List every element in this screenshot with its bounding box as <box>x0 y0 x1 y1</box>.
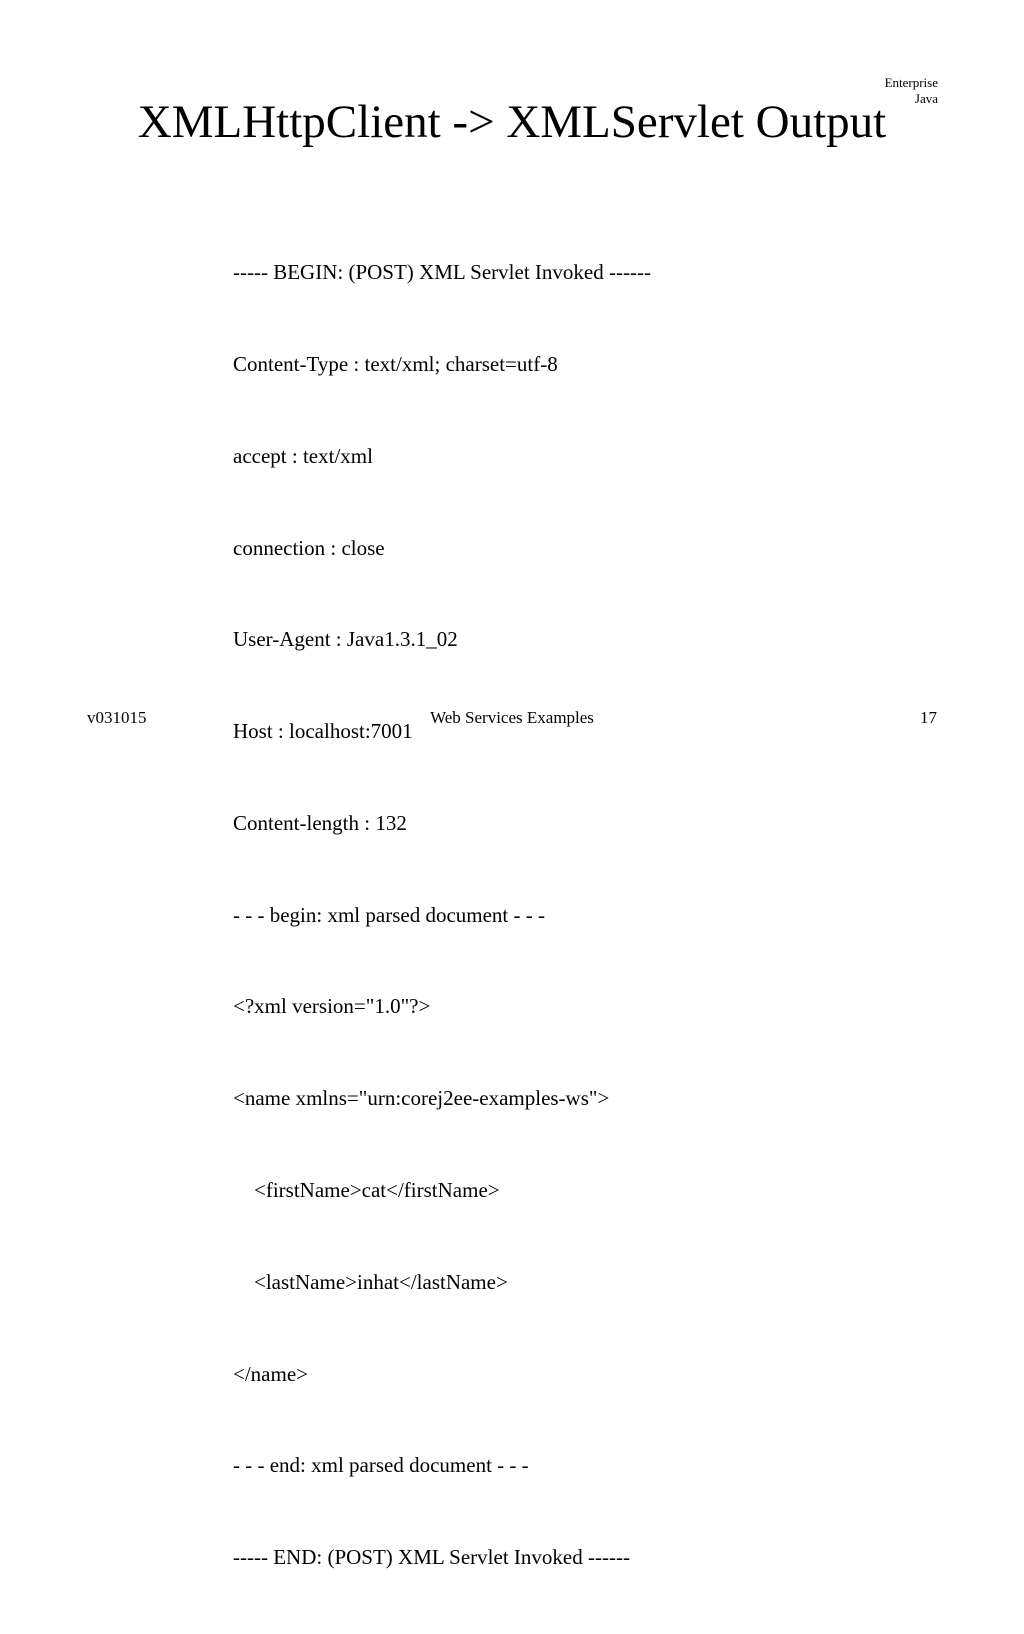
output-line: <name xmlns="urn:corej2ee-examples-ws"> <box>233 1086 610 1111</box>
footer-course-title: Web Services Examples <box>430 708 594 727</box>
servlet-output-listing <box>233 196 651 1634</box>
output-line: <?xml version="1.0"?> <box>233 994 431 1019</box>
slide-title: XMLHttpClient -> XMLServlet Output <box>137 96 887 148</box>
output-line: - - - begin: xml parsed document - - - <box>233 902 545 927</box>
output-line: </name> <box>233 1361 308 1386</box>
output-line: Host : localhost:7001 <box>233 719 413 744</box>
footer-page-number: 17 <box>920 708 937 727</box>
output-line: User-Agent : Java1.3.1_02 <box>233 627 458 652</box>
output-line: ----- BEGIN: (POST) XML Servlet Invoked ------ <box>233 260 651 285</box>
output-line: ----- END: (POST) XML Servlet Invoked ------ <box>233 1545 630 1570</box>
output-line: connection : close <box>233 535 385 560</box>
output-line: <lastName>inhat</lastName> <box>233 1269 508 1294</box>
output-line: <firstName>cat</firstName> <box>233 1178 500 1202</box>
output-line: Content-length : 132 <box>233 810 407 835</box>
output-line: accept : text/xml <box>233 443 373 468</box>
footer-version: v031015 <box>87 708 147 727</box>
corner-tag-line-1: Enterprise <box>884 75 938 90</box>
output-line: - - - end: xml parsed document - - - <box>233 1453 529 1478</box>
output-line: Content-Type : text/xml; charset=utf-8 <box>233 351 558 376</box>
corner-tag-line-2: Java <box>914 91 938 106</box>
